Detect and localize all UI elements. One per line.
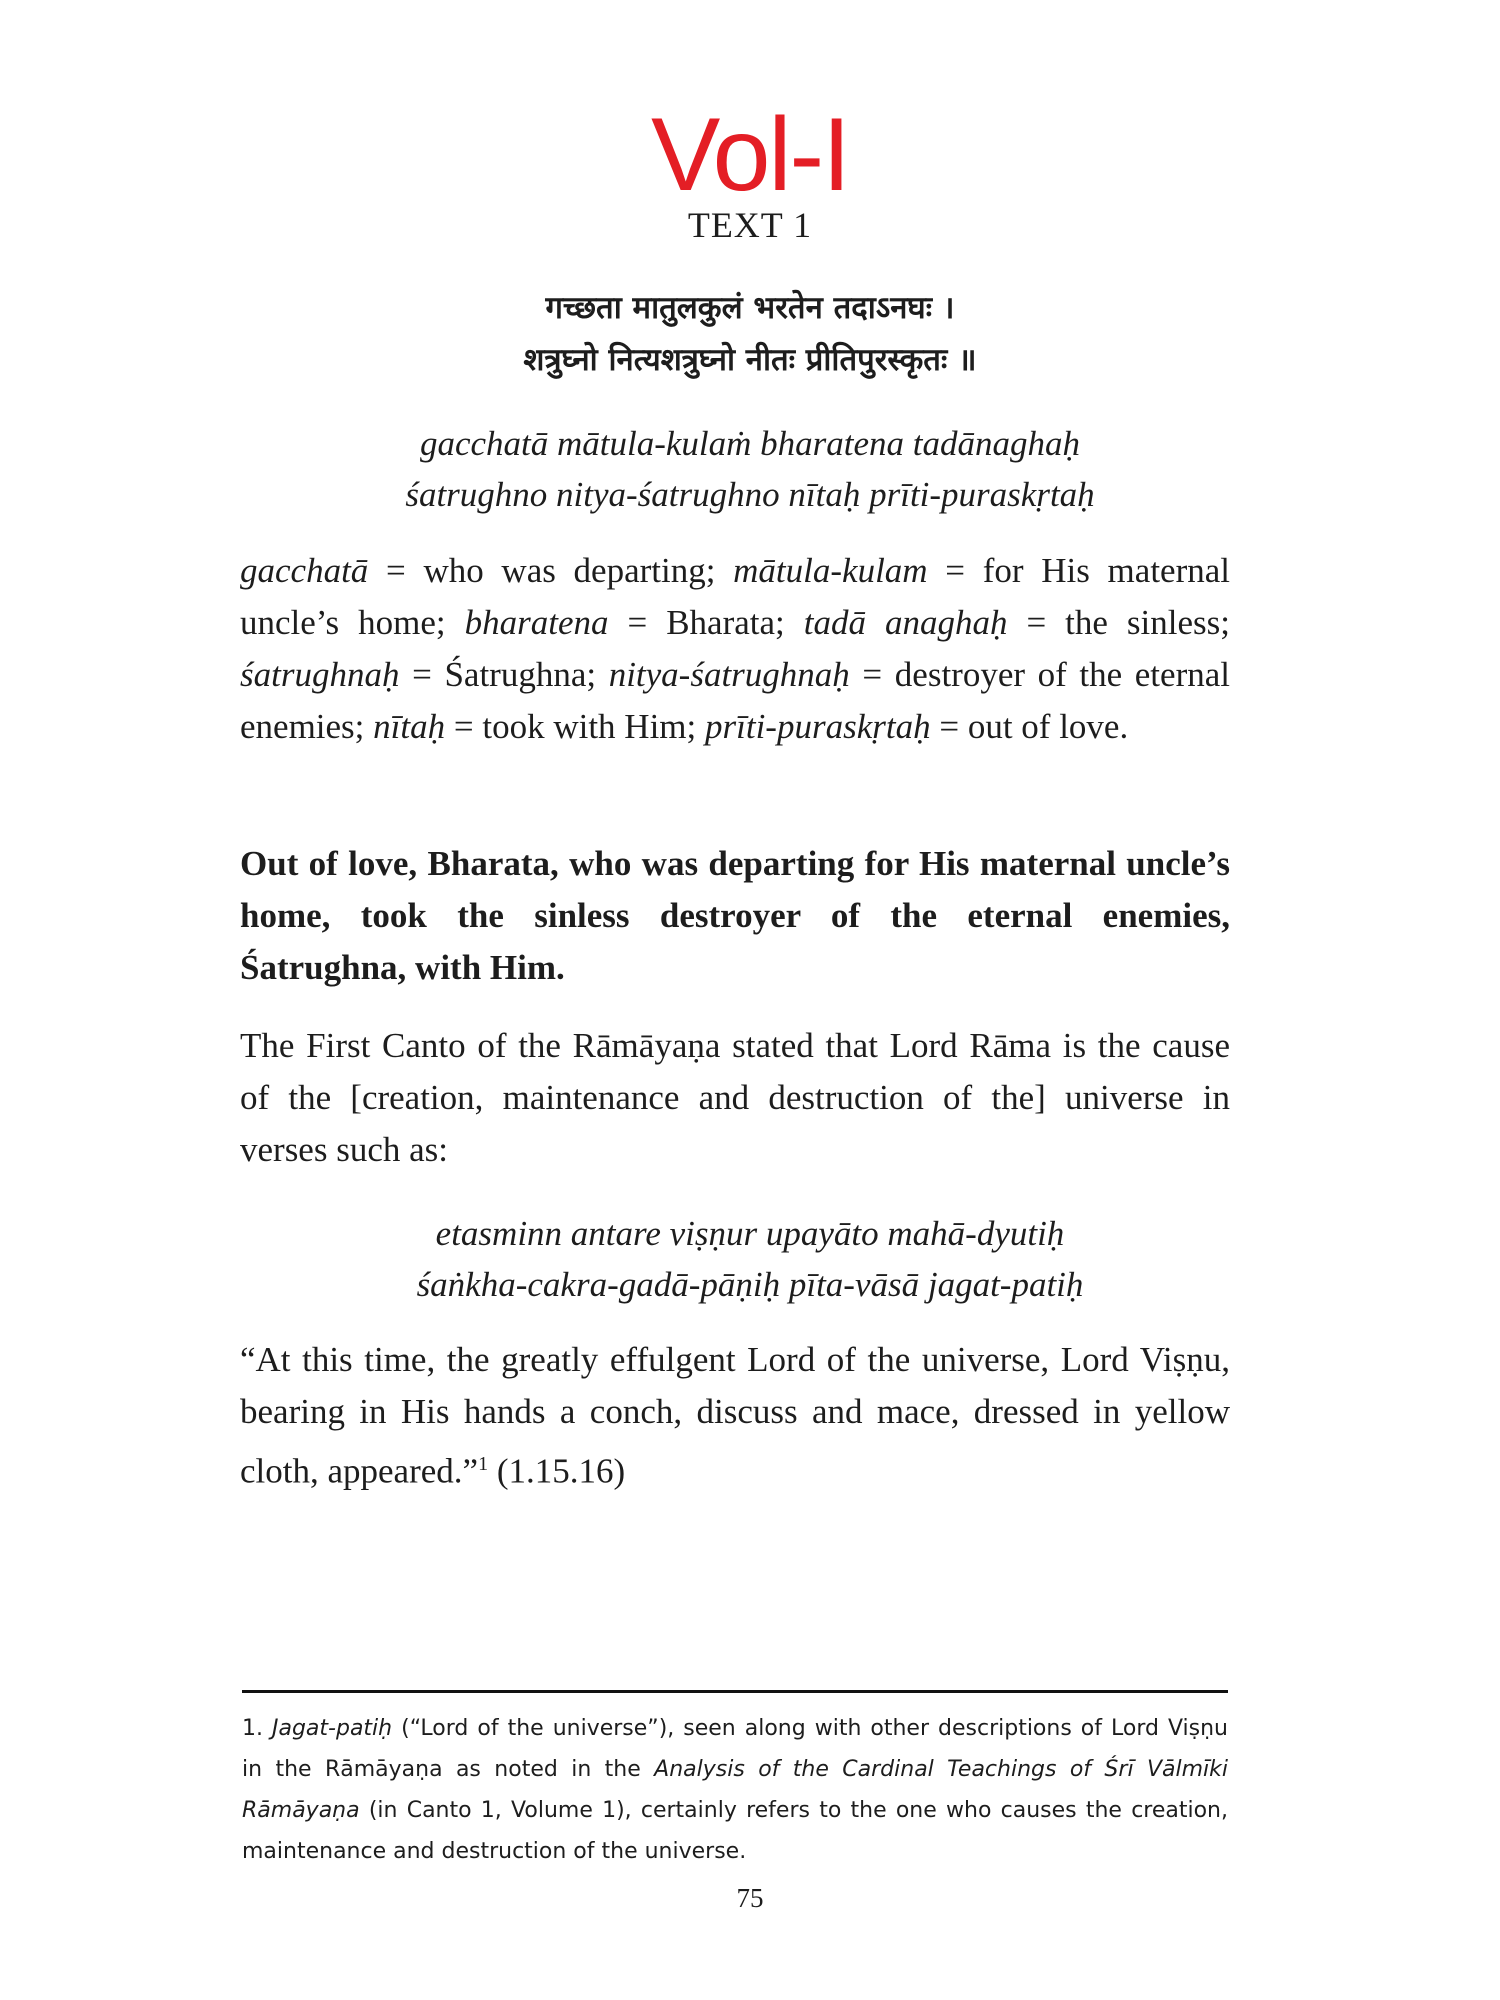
synonym-term: tadā anaghaḥ: [803, 603, 1008, 642]
synonym-meaning: = who was departing;: [368, 551, 734, 590]
footnote-term: Jagat-patiḥ: [272, 1716, 393, 1741]
sanskrit-verse: [0, 282, 1500, 386]
quote-translation: [240, 1334, 1230, 1498]
text-number-heading: TEXT 1: [687, 205, 813, 245]
transliteration-line-1: gacchatā mātula-kulaṁ bharatena tadānaghaḥ: [419, 424, 1081, 463]
synonym-meaning: = took with Him;: [445, 707, 705, 746]
synonym-term: bharatena: [464, 603, 609, 642]
synonym-term: gacchatā: [240, 551, 369, 590]
synonym-meaning: = Śatrughna;: [399, 655, 609, 694]
quoted-verse-line-1: etasminn antare viṣṇur upayāto mahā-dyutiḥ: [435, 1214, 1065, 1253]
transliteration: [0, 418, 1500, 520]
synonym-meaning: = Bharata;: [608, 603, 804, 642]
quoted-verse-line-2: śaṅkha-cakra-gadā-pāṇiḥ pīta-vāsā jagat-patiḥ: [416, 1265, 1084, 1304]
page-number: 75: [736, 1883, 764, 1913]
quote-text: “At this time, the greatly effulgent Lord of the universe, Lord Viṣṇu, bearing in His hands a conch, discuss and mace, dressed in yellow cloth, appeared.”: [240, 1340, 1230, 1491]
synonym-meaning: = the sinless;: [1007, 603, 1230, 642]
footnote-reference[interactable]: 1: [478, 1453, 489, 1475]
synonym-term: śatrughnaḥ: [240, 655, 400, 694]
purport-paragraph: The First Canto of the Rāmāyaṇa stated that Lord Rāma is the cause of the [creation, maintenance and destruction of the] universe in verses such as:: [240, 1026, 1230, 1169]
synonym-term: mātula-kulam: [733, 551, 928, 590]
synonym-term: nitya-śatrughnaḥ: [608, 655, 850, 694]
footnote-book-title: Analysis of the Cardinal Teachings of Śrī Vālmīki Rāmāyaṇa: [242, 1757, 1228, 1823]
footnote-text: (“Lord of the universe”), seen along with other descriptions of Lord Viṣṇu in the Rāmāyaṇa as noted in the: [242, 1716, 1228, 1782]
verse-citation: (1.15.16): [488, 1451, 626, 1491]
footnote-number: 1.: [242, 1716, 272, 1741]
verse-translation: Out of love, Bharata, who was departing for His maternal uncle’s home, took the sinless destroyer of the eternal enemies, Śatrughna, with Him.: [240, 844, 1230, 987]
transliteration-line-2: śatrughno nitya-śatrughno nītaḥ prīti-puraskṛtaḥ: [405, 475, 1095, 514]
sanskrit-line-2: शत्रुघ्नो नित्यशत्रुघ्नो नीतः प्रीतिपुरस्कृतः ॥: [523, 342, 977, 378]
footnote-divider: [242, 1690, 1228, 1693]
synonym-meaning: = for His maternal uncle’s home;: [240, 551, 1230, 642]
quoted-verse: [0, 1208, 1500, 1310]
synonym-term: nītaḥ: [373, 707, 446, 746]
synonym-meaning: = out of love.: [930, 707, 1129, 746]
synonym-term: prīti-puraskṛtaḥ: [705, 707, 931, 746]
word-for-word-synonyms: [240, 545, 1230, 753]
footnote: [242, 1708, 1228, 1872]
footnote-text: (in Canto 1, Volume 1), certainly refers to the one who causes the creation, maintenance and destruction of the universe.: [242, 1798, 1228, 1864]
synonym-meaning: = destroyer of the eternal enemies;: [240, 655, 1230, 746]
volume-title: Vol-I: [650, 97, 850, 213]
sanskrit-line-1: गच्छता मातुलकुलं भरतेन तदाऽनघः ।: [545, 290, 955, 326]
